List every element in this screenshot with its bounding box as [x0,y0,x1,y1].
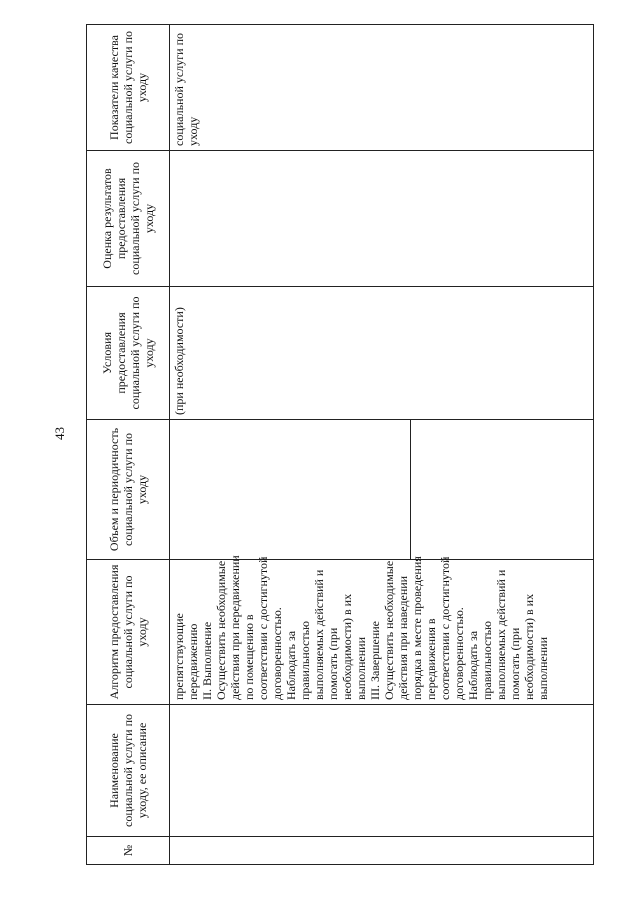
algorithm-line: договоренностью. [270,607,284,700]
header-name: Наименование социальной услуги по уходу, ее описание [87,705,170,837]
algorithm-line: Наблюдать за [466,630,480,700]
algorithm-line: выполняемых действий и [312,569,326,700]
algorithm-line: передвижения в [424,618,438,700]
algorithm-line: Осуществить необходимые [382,560,396,700]
algorithm-line: действия при передвижении [228,555,242,700]
algorithm-line: правильностью [480,620,494,700]
algorithm-line: необходимости) в их [522,593,536,700]
header-algorithm: Алгоритм предоставления социальной услуги по уходу [87,560,170,705]
cell-evaluation [170,151,594,287]
algorithm-line: правильностью [298,620,312,700]
algorithm-line: порядка в месте проведения [410,556,424,700]
algorithm-line: Осуществить необходимые [214,560,228,700]
algorithm-line: передвижению [186,623,200,700]
header-volume: Объем и периодичность социальной услуги по уходу [87,420,170,560]
header-evaluation: Оценка результатов предоставления социальной услуги по уходу [87,151,170,287]
cell-num [170,837,594,865]
algorithm-line: по помещению в [242,614,256,700]
volume-part-bottom [410,420,593,559]
services-table-container [86,25,588,865]
algorithm-line: выполняемых действий и [494,569,508,700]
cell-volume [170,420,594,560]
volume-split [170,420,593,559]
algorithm-line: соответствии с достигнутой [438,556,452,700]
algorithm-line: III. Завершение [368,621,382,700]
algorithm-line: действия при наведении [396,575,410,700]
header-num: № [87,837,170,865]
algorithm-line: II. Выполнение [200,621,214,700]
table-row [170,25,594,865]
cell-name [170,705,594,837]
header-conditions: Условия предоставления социальной услуги по уходу [87,287,170,420]
algorithm-line: помогать (при [508,627,522,700]
volume-part-top [170,420,410,559]
page-number: 43 [52,427,67,440]
cell-conditions: (при необходимости) [170,287,594,420]
algorithm-line: помогать (при [326,627,340,700]
algorithm-line: соответствии с достигнутой [256,556,270,700]
algorithm-line: препятствующие [172,613,186,700]
cell-quality: социальной услуги по уходу [170,25,594,151]
cell-algorithm [170,555,594,705]
services-table [86,24,594,865]
header-quality: Показатели качества социальной услуги по уходу [87,25,170,151]
header-row [87,25,170,865]
algorithm-line: Наблюдать за [284,630,298,700]
algorithm-line: договоренностью. [452,607,466,700]
algorithm-line: необходимости) в их [340,593,354,700]
algorithm-line: выполнении [536,637,550,700]
algorithm-line: выполнении [354,637,368,700]
